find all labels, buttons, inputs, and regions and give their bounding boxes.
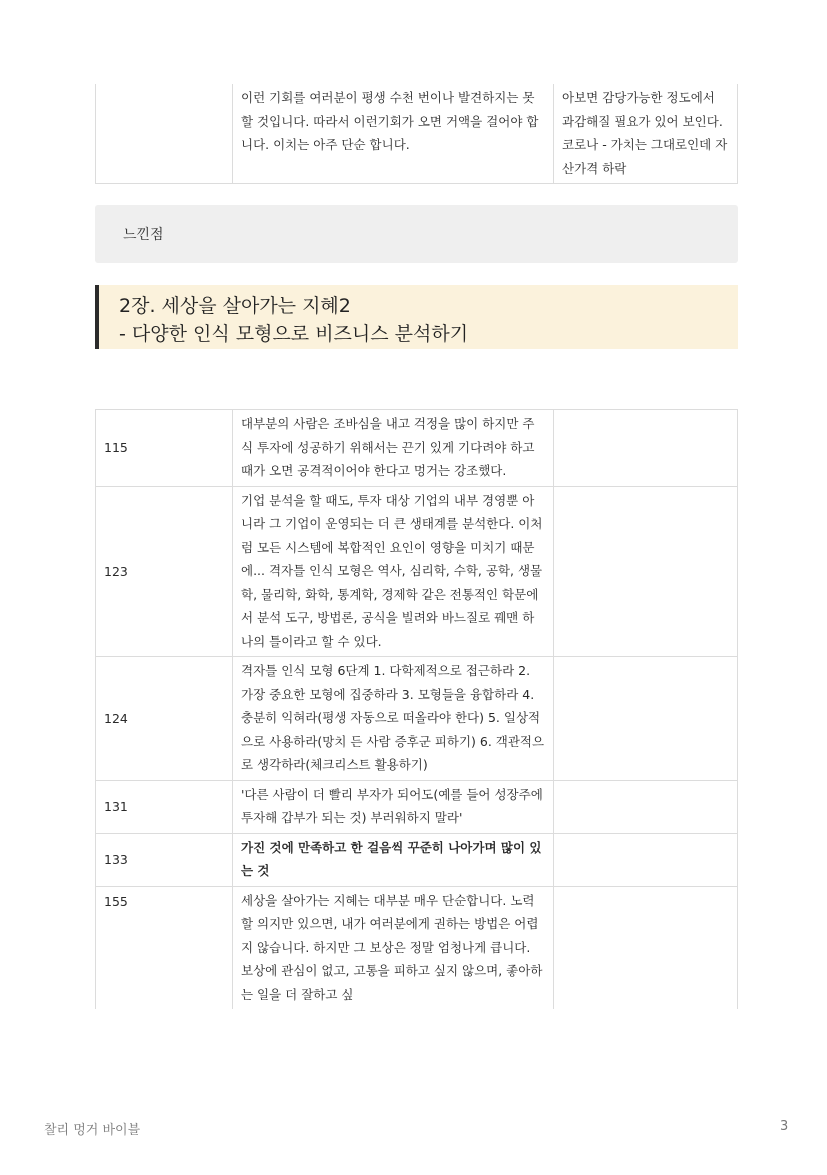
note-cell	[554, 486, 738, 657]
page-number: 3	[780, 1119, 789, 1134]
quote-cell: 대부분의 사람은 조바심을 내고 걱정을 많이 하지만 주식 투자에 성공하기 위해서는 끈기 있게 기다려야 하고 때가 오면 공격적이어야 한다고 멍거는 강조했다.	[233, 410, 554, 487]
document-title: 찰리 멍거 바이블	[44, 1123, 141, 1138]
quote-cell: 이런 기회를 여러분이 평생 수천 번이나 발견하지는 못할 것입니다. 따라서 이런기회가 오면 거액을 걸어야 합니다. 이치는 아주 단순 합니다.	[233, 84, 554, 184]
impressions-label: 느낀점	[123, 227, 164, 243]
page-cell: 115	[96, 410, 233, 487]
table-row	[96, 833, 738, 886]
page-cell: 123	[96, 486, 233, 657]
quote-cell: '다른 사람이 더 빨리 부자가 되어도(예를 들어 성장주에 투자해 갑부가 되는 것) 부러워하지 말라'	[233, 780, 554, 833]
quote-cell: 기업 분석을 할 때도, 투자 대상 기업의 내부 경영뿐 아니라 그 기업이 운영되는 더 큰 생태계를 분석한다. 이처럼 모든 시스템에 복합적인 요인이 영향을 미치기 때문에... 격자틀 인식 모형은 역사, 심리학, 수학, 공학, 생물학, 물리학, 화학, 통계학, 경제학 같은 전통적인 학문에서 분석 도구, 방법론, 공식을 빌려와 바느질로 꿰맨 하나의 틀이라고 할 수 있다.	[233, 486, 554, 657]
note-cell	[554, 833, 738, 886]
page-cell: 124	[96, 657, 233, 781]
note-cell	[554, 886, 738, 1009]
impressions-callout	[95, 205, 738, 263]
table-row	[96, 886, 738, 1009]
note-cell: 아보면 감당가능한 정도에서 과감해질 필요가 있어 보인다. 코로나 - 가치는 그대로인데 자산가격 하락	[554, 84, 738, 184]
page-cell: 131	[96, 780, 233, 833]
quotes-table	[95, 409, 738, 1009]
previous-notes-table	[95, 84, 738, 184]
chapter-subtitle: - 다양한 인식 모형으로 비즈니스 분석하기	[119, 323, 469, 345]
chapter-title: 2장. 세상을 살아가는 지혜2	[119, 295, 351, 317]
note-cell	[554, 780, 738, 833]
chapter-heading	[95, 285, 738, 349]
quote-cell: 가진 것에 만족하고 한 걸음씩 꾸준히 나아가며 많이 있는 것	[233, 833, 554, 886]
table-row	[96, 486, 738, 657]
table-row	[96, 657, 738, 781]
page-cell: 155	[96, 886, 233, 1009]
quote-cell: 격자틀 인식 모형 6단계 1. 다학제적으로 접근하라 2. 가장 중요한 모형에 집중하라 3. 모형들을 융합하라 4. 충분히 익혀라(평생 자동으로 떠올라야 한다) 5. 일상적으로 사용하라(망치 든 사람 증후군 피하기) 6. 객관적으로 생각하라(체크리스트 활용하기)	[233, 657, 554, 781]
page-cell: 133	[96, 833, 233, 886]
page-cell	[96, 84, 233, 184]
note-cell	[554, 657, 738, 781]
table-row	[96, 780, 738, 833]
quote-cell: 세상을 살아가는 지혜는 대부분 매우 단순합니다. 노력할 의지만 있으면, 내가 여러분에게 권하는 방법은 어렵지 않습니다. 하지만 그 보상은 정말 엄청나게 큽니다. 보상에 관심이 없고, 고통을 피하고 싶지 않으며, 좋아하는 일을 더 잘하고 싶	[233, 886, 554, 1009]
note-cell	[554, 410, 738, 487]
table-row	[96, 84, 738, 184]
table-row	[96, 410, 738, 487]
